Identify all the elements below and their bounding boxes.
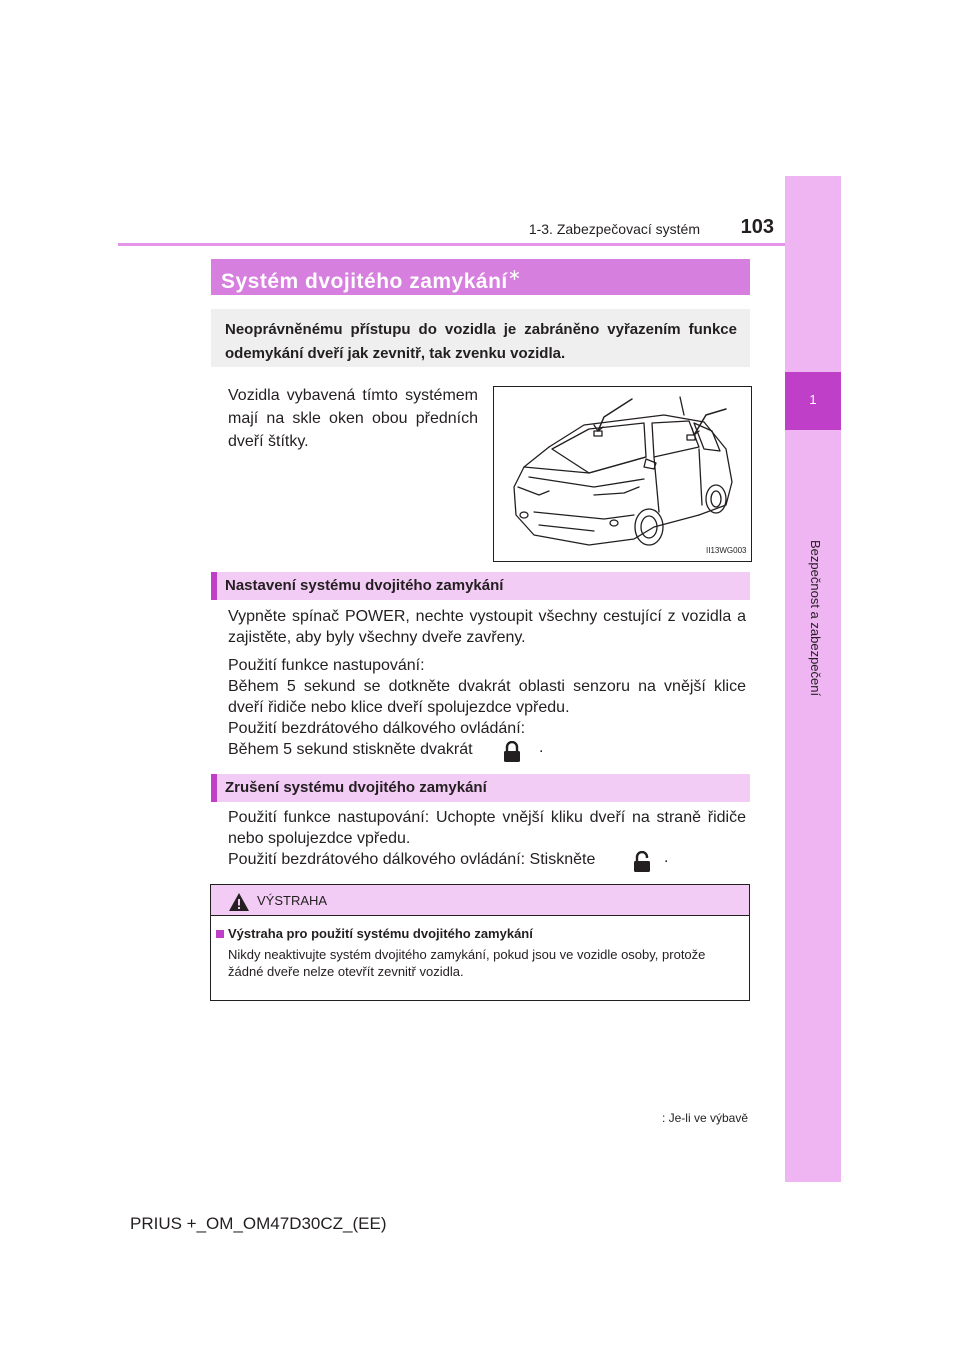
section-header-set bbox=[211, 572, 750, 600]
warning-label: VÝSTRAHA bbox=[257, 893, 328, 908]
section-accent bbox=[211, 774, 217, 802]
page-title-bar bbox=[211, 259, 750, 295]
warning-subtitle: Výstraha pro použití systému dvojitého zamykání bbox=[228, 926, 533, 941]
chapter-title-text: Bezpečnost a zabezpečení bbox=[808, 540, 823, 697]
optional-marker: ∗ bbox=[507, 267, 522, 284]
warning-header bbox=[211, 885, 749, 916]
page-number: 103 bbox=[740, 216, 774, 238]
document-code: PRIUS +_OM_OM47D30CZ_(EE) bbox=[130, 1214, 387, 1233]
set-entry-function-text: Během 5 sekund se dotkněte dvakrát oblasti senzoru na vnější klice dveří řidiče nebo klice dveří spolujezdce vpředu. bbox=[228, 678, 746, 716]
set-remote-text: Během 5 sekund stiskněte dvakrát bbox=[228, 741, 473, 758]
chapter-number: 1 bbox=[809, 392, 817, 407]
set-paragraph-power: Vypněte spínač POWER, nechte vystoupit všechny cestující z vozidla a zajistěte, aby byly všechny dveře zavřeny. bbox=[228, 608, 746, 646]
warning-box bbox=[210, 884, 750, 1001]
illustration-code: II13WG003 bbox=[706, 546, 747, 555]
set-remote-label: Použití bezdrátového dálkového ovládání: bbox=[228, 720, 526, 737]
intro-box bbox=[211, 309, 750, 367]
header-rule bbox=[118, 243, 785, 246]
warning-text: Nikdy neaktivujte systém dvojitého zamykání, pokud jsou ve vozidle osoby, protože žádné dveře nelze otevřít zevnitř vozidla. bbox=[228, 947, 706, 979]
sentence-end: . bbox=[664, 849, 669, 866]
set-entry-function-label: Použití funkce nastupování: bbox=[228, 657, 425, 674]
intro-text: Neoprávněnému přístupu do vozidla je zabráněno vyřazením funkce odemykání dveří jak zevnitř, tak zvenku vozidla. bbox=[225, 321, 737, 362]
cancel-remote-text: Použití bezdrátového dálkového ovládání: Stiskněte bbox=[228, 851, 596, 868]
car-drawing bbox=[494, 387, 751, 561]
vehicle-note: Vozidla vybavená tímto systémem mají na skle oken obou předních dveří štítky. bbox=[228, 387, 478, 450]
page-title-text: Systém dvojitého zamykání bbox=[221, 270, 508, 293]
lock-icon bbox=[503, 741, 521, 763]
header-section-title: 1-3. Zabezpečovací systém bbox=[528, 221, 700, 237]
sentence-end: . bbox=[539, 739, 544, 756]
unlock-icon bbox=[633, 851, 651, 873]
section-header-cancel bbox=[211, 774, 750, 802]
warning-triangle-icon bbox=[228, 892, 250, 912]
section-accent bbox=[211, 572, 217, 600]
car-illustration bbox=[493, 386, 752, 562]
page-title bbox=[221, 265, 522, 294]
chapter-title bbox=[803, 540, 823, 697]
section-title-set: Nastavení systému dvojitého zamykání bbox=[225, 577, 504, 594]
cancel-entry-function-text: Použití funkce nastupování: Uchopte vnější kliku dveří na straně řidiče nebo spolujezdce vpředu. bbox=[228, 809, 746, 847]
footnote: : Je-li ve výbavě bbox=[661, 1111, 748, 1125]
section-title-cancel: Zrušení systému dvojitého zamykání bbox=[225, 779, 487, 796]
bullet-square-icon bbox=[216, 930, 224, 938]
